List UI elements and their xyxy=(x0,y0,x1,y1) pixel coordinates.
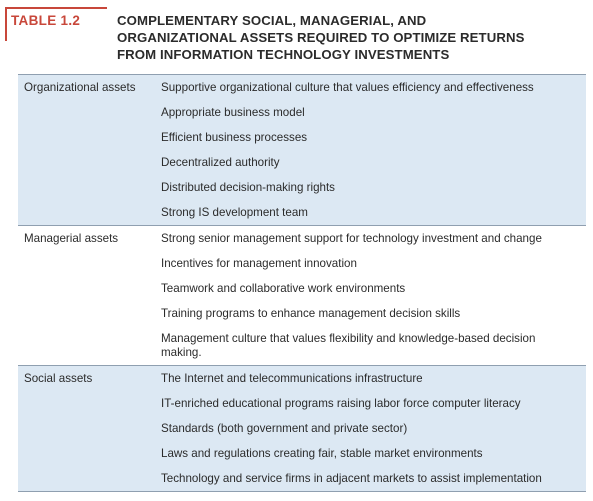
list-item: Standards (both government and private sector) xyxy=(161,422,408,435)
assets-table xyxy=(18,74,586,492)
list-item: Training programs to enhance management decision skills xyxy=(161,307,461,320)
table-caption xyxy=(5,7,585,65)
table-title xyxy=(117,12,577,63)
list-item: Distributed decision-making rights xyxy=(161,181,335,194)
table-rule xyxy=(18,491,586,492)
list-item: Decentralized authority xyxy=(161,156,280,169)
section-organizational-assets xyxy=(18,75,586,225)
category-label: Organizational assets xyxy=(24,81,136,94)
table-title-line: COMPLEMENTARY SOCIAL, MANAGERIAL, AND xyxy=(117,13,427,28)
category-label: Social assets xyxy=(24,372,93,385)
list-item: Management culture that values flexibility and knowledge-based decision making. xyxy=(161,332,536,359)
list-item: Efficient business processes xyxy=(161,131,308,144)
list-item: Laws and regulations creating fair, stable market environments xyxy=(161,447,483,460)
table-number: TABLE 1.2 xyxy=(11,13,81,28)
list-item: Strong senior management support for technology investment and change xyxy=(161,232,542,245)
list-item: Strong IS development team xyxy=(161,206,308,219)
item-list xyxy=(161,226,586,365)
category-label: Managerial assets xyxy=(24,232,119,245)
list-item: Supportive organizational culture that values efficiency and effectiveness xyxy=(161,81,534,94)
table-title-line: ORGANIZATIONAL ASSETS REQUIRED TO OPTIMIZE RETURNS xyxy=(117,30,525,45)
section-managerial-assets xyxy=(18,226,586,365)
item-list xyxy=(161,366,586,491)
list-item: The Internet and telecommunications infrastructure xyxy=(161,372,423,385)
list-item: Appropriate business model xyxy=(161,106,305,119)
caption-accent-line xyxy=(5,7,107,9)
caption-accent-bar xyxy=(5,7,7,41)
list-item: Technology and service firms in adjacent markets to assist implementation xyxy=(161,472,542,485)
list-item: Incentives for management innovation xyxy=(161,257,357,270)
table-title-line: FROM INFORMATION TECHNOLOGY INVESTMENTS xyxy=(117,47,450,62)
item-list xyxy=(161,75,586,225)
section-social-assets xyxy=(18,366,586,491)
list-item: IT-enriched educational programs raising labor force computer literacy xyxy=(161,397,521,410)
list-item: Teamwork and collaborative work environments xyxy=(161,282,406,295)
